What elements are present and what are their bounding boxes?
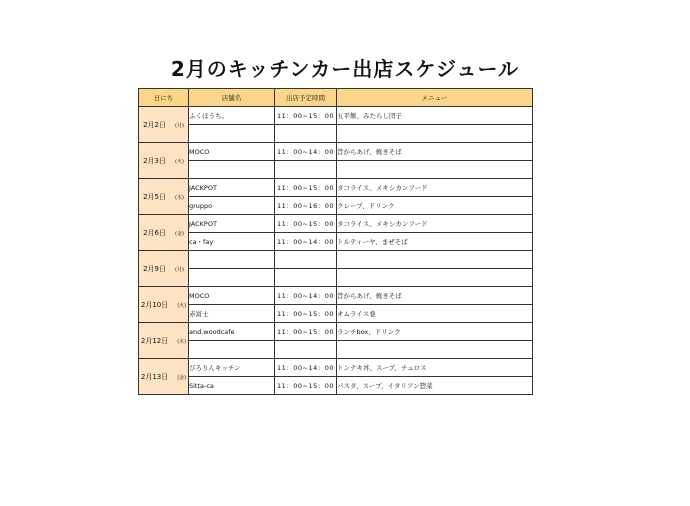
menu-cell: 旨からあげ、焼きそば [337, 287, 533, 305]
weekday-label: (金) [177, 374, 187, 381]
date-cell [139, 287, 189, 323]
table-row [139, 179, 533, 197]
table-row [139, 161, 533, 179]
table-row [139, 143, 533, 161]
date-cell [139, 107, 189, 143]
shop-cell [189, 161, 275, 179]
time-cell: 11：00~15：00 [275, 107, 337, 125]
date-label: 2月2日 [143, 120, 166, 129]
table-row [139, 125, 533, 143]
menu-cell: パスタ、スープ、イタリアン惣菜 [337, 377, 533, 395]
table-row [139, 359, 533, 377]
time-cell: 11：00~14：00 [275, 287, 337, 305]
menu-cell: タコライス、メキシカンフード [337, 179, 533, 197]
shop-cell [189, 125, 275, 143]
weekday-label: (木) [175, 194, 184, 201]
table-row [139, 233, 533, 251]
schedule-table [138, 88, 533, 395]
date-label: 2月12日 [140, 336, 169, 345]
date-label: 2月5日 [143, 192, 166, 201]
shop-cell: JACKPOT [189, 179, 275, 197]
shop-cell: MOCO [189, 287, 275, 305]
table-row [139, 269, 533, 287]
menu-cell [337, 161, 533, 179]
time-cell: 11：00~14：00 [275, 143, 337, 161]
date-cell [139, 251, 189, 287]
time-cell: 11：00~16：00 [275, 197, 337, 215]
time-cell [275, 161, 337, 179]
header-menu: メニュー [337, 89, 533, 107]
weekday-label: (月) [175, 122, 184, 129]
weekday-label: (金) [175, 230, 184, 237]
menu-cell: オムライス巻 [337, 305, 533, 323]
time-cell [275, 251, 337, 269]
schedule-body [139, 107, 533, 395]
menu-cell: トンテキ丼、スープ、チュロス [337, 359, 533, 377]
date-label: 2月13日 [140, 372, 169, 381]
table-row [139, 107, 533, 125]
table-row [139, 305, 533, 323]
shop-cell [189, 269, 275, 287]
time-cell: 11：00~15：00 [275, 305, 337, 323]
time-cell [275, 341, 337, 359]
shop-cell: 赤富士 [189, 305, 275, 323]
time-cell: 11：00~14：00 [275, 359, 337, 377]
shop-cell: ぴろりんキッチン [189, 359, 275, 377]
weekday-label: (火) [177, 302, 187, 309]
time-cell: 11：00~15：00 [275, 377, 337, 395]
shop-cell [189, 341, 275, 359]
shop-cell: MOCO [189, 143, 275, 161]
time-cell: 11：00~15：00 [275, 215, 337, 233]
table-row [139, 323, 533, 341]
header-shop: 店舗名 [189, 89, 275, 107]
menu-cell: トルティーヤ、まぜそば [337, 233, 533, 251]
table-row [139, 215, 533, 233]
date-label: 2月6日 [143, 228, 166, 237]
menu-cell: タコライス、メキシカンフード [337, 215, 533, 233]
header-time: 出店予定時間 [275, 89, 337, 107]
date-label: 2月10日 [140, 300, 169, 309]
page-title: 2月のキッチンカー出店スケジュール [170, 57, 520, 81]
header-date: 日にち [139, 89, 189, 107]
date-cell [139, 143, 189, 179]
date-cell [139, 215, 189, 251]
menu-cell: クレープ、ドリンク [337, 197, 533, 215]
menu-cell: ランチbox、ドリンク [337, 323, 533, 341]
weekday-label: (木) [177, 338, 187, 345]
shop-cell: and.woodcafe [189, 323, 275, 341]
time-cell: 11：00~15：00 [275, 323, 337, 341]
shop-cell: ふくほうち。 [189, 107, 275, 125]
date-cell [139, 323, 189, 359]
time-cell: 11：00~14：00 [275, 233, 337, 251]
time-cell [275, 269, 337, 287]
shop-cell [189, 251, 275, 269]
table-row [139, 377, 533, 395]
header-row [139, 89, 533, 107]
menu-cell: 旨からあげ、焼きそば [337, 143, 533, 161]
table-row [139, 287, 533, 305]
shop-cell: ca・fay [189, 233, 275, 251]
table-row [139, 251, 533, 269]
table-row [139, 197, 533, 215]
table-row [139, 341, 533, 359]
menu-cell [337, 341, 533, 359]
time-cell [275, 125, 337, 143]
shop-cell: JACKPOT [189, 215, 275, 233]
menu-cell [337, 251, 533, 269]
menu-cell [337, 269, 533, 287]
time-cell: 11：00~15：00 [275, 179, 337, 197]
shop-cell: Sitta-ca [189, 377, 275, 395]
date-cell [139, 179, 189, 215]
date-cell [139, 359, 189, 395]
date-label: 2月3日 [143, 156, 166, 165]
shop-cell: gruppo [189, 197, 275, 215]
menu-cell: 五平餅、みたらし団子 [337, 107, 533, 125]
weekday-label: (火) [175, 158, 184, 165]
weekday-label: (月) [175, 266, 184, 273]
date-label: 2月9日 [143, 264, 166, 273]
menu-cell [337, 125, 533, 143]
